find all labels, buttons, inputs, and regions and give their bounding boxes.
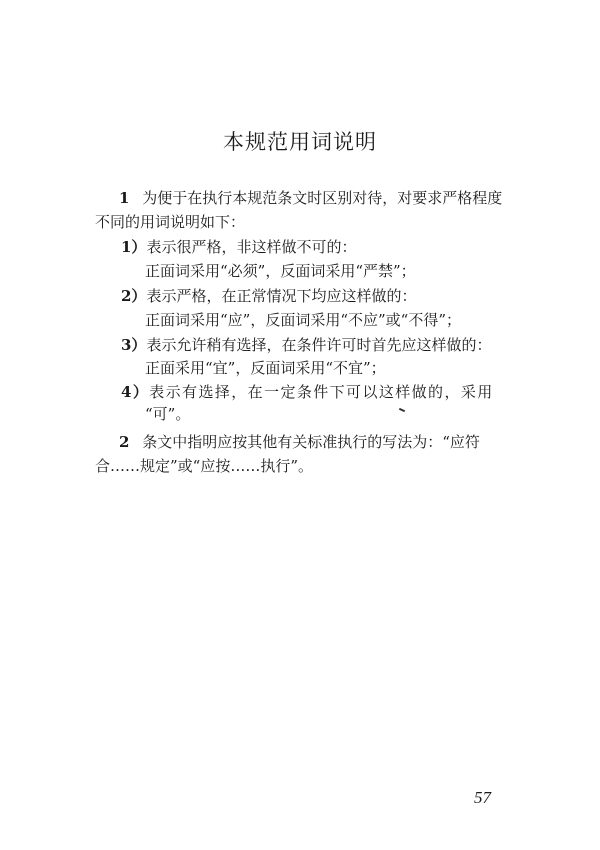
item-3 xyxy=(121,335,491,355)
clause-2-text: 条文中指明应按其他有关标准执行的写法为：“应符 xyxy=(142,433,480,451)
item-2 xyxy=(121,286,416,306)
item-1-number: 1） xyxy=(121,238,147,256)
clause-1-number: 1 xyxy=(119,189,130,207)
item-1-detail: 正面词采用“必须”，反面词采用“严禁”； xyxy=(145,262,416,280)
page-title: 本规范用词说明 xyxy=(223,130,377,154)
item-4-text: 表示有选择，在一定条件下可以这样做的，采用 xyxy=(149,383,494,401)
clause-2-line-1 xyxy=(119,432,480,452)
item-3-text: 表示允许稍有选择，在条件许可时首先应这样做的： xyxy=(146,336,492,354)
item-3-detail: 正面采用“宜”，反面词采用“不宜”； xyxy=(145,359,386,377)
item-4 xyxy=(121,382,494,402)
item-2-detail: 正面词采用“应”，反面词采用“不应”或“不得”； xyxy=(145,311,462,329)
item-2-number: 2） xyxy=(121,287,147,305)
clause-2-line-2: 合……规定”或“应按……执行”。 xyxy=(95,457,314,475)
item-4-number: 4） xyxy=(121,383,150,401)
clause-2-number: 2 xyxy=(119,433,130,451)
item-1 xyxy=(121,237,356,257)
clause-1-line-2: 不同的用词说明如下： xyxy=(95,213,246,231)
print-speck xyxy=(399,408,405,412)
item-1-text: 表示很严格，非这样做不可的： xyxy=(146,238,357,256)
item-2-text: 表示严格，在正常情况下均应这样做的： xyxy=(146,287,417,305)
item-4-detail: “可”。 xyxy=(145,405,191,423)
clause-1-text: 为便于在执行本规范条文时区别对待，对要求严格程度 xyxy=(142,189,503,207)
clause-1-line-1 xyxy=(119,188,502,208)
page-number: 57 xyxy=(474,788,491,807)
item-3-number: 3） xyxy=(121,336,147,354)
